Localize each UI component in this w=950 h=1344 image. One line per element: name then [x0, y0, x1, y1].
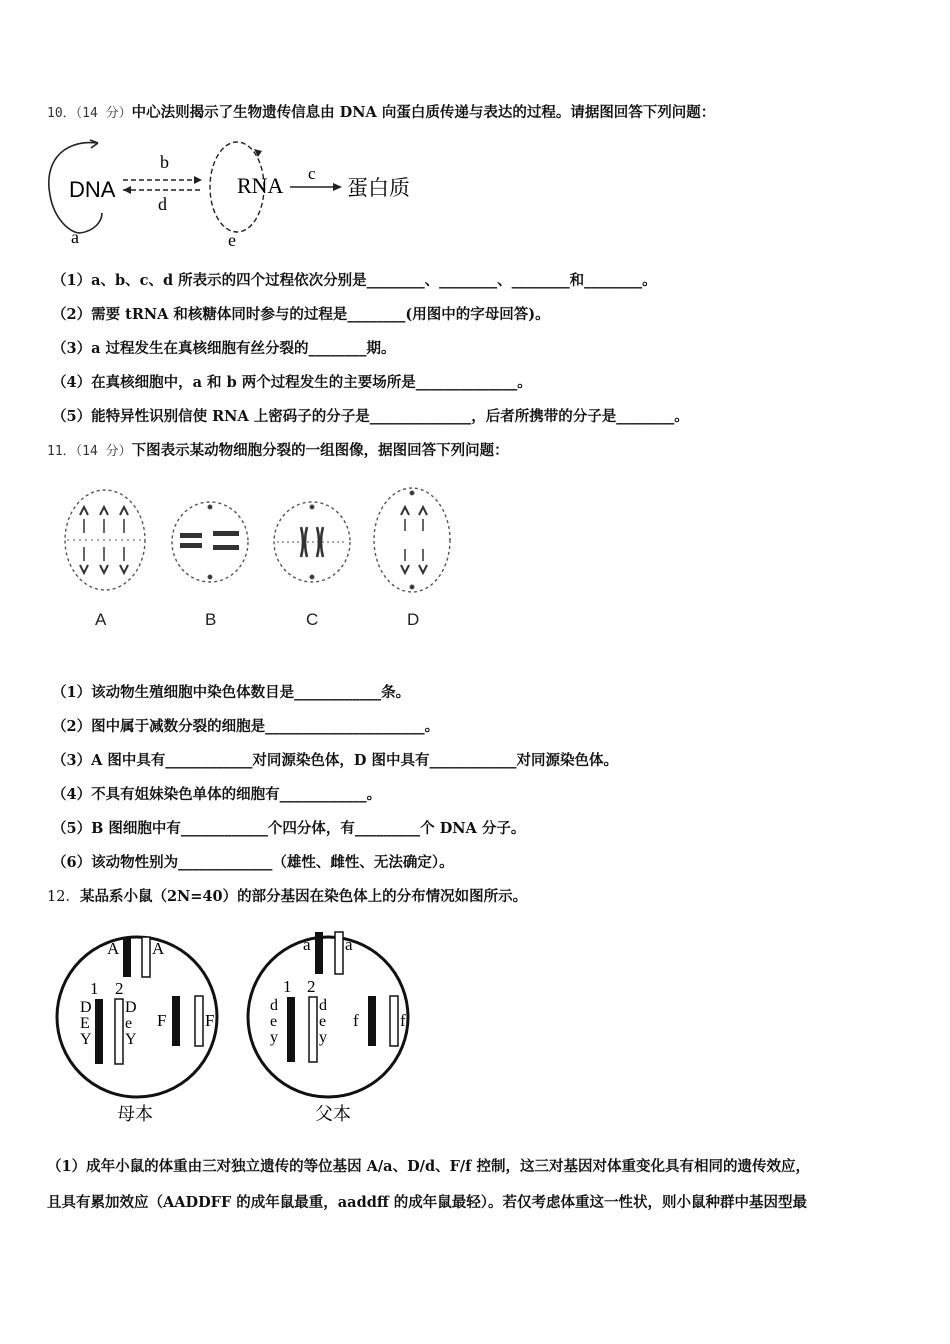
cell-label-b: B [205, 610, 217, 629]
label-d: d [158, 194, 167, 214]
svg-text:F: F [205, 1011, 215, 1030]
label-b: b [160, 152, 169, 172]
svg-text:1: 1 [283, 977, 292, 996]
q12-para-line2: 且具有累加效应（AADDFF 的成年鼠最重，aaddff 的成年鼠最轻）。若仅考虑体重这一性状，则小鼠种群中基因型最 [47, 1194, 808, 1211]
cell-label-d: D [407, 610, 420, 629]
svg-text:2: 2 [115, 979, 124, 998]
dna-label: DNA [69, 177, 116, 202]
svg-text:F: F [157, 1011, 167, 1030]
q11-item-3: （3）A 图中具有____________对同源染色体，D 图中具有____________对同源染色体。 [52, 752, 619, 769]
svg-text:Y: Y [125, 1031, 137, 1048]
q12-para-line1: （1）成年小鼠的体重由三对独立遗传的等位基因 A/a、D/d、F/f 控制，这三对基因对体重变化具有相同的遗传效应， [47, 1158, 810, 1175]
central-dogma-diagram [40, 135, 440, 250]
svg-text:f: f [400, 1011, 406, 1030]
svg-text:y: y [319, 1029, 327, 1046]
q12-para [47, 1149, 907, 1221]
svg-text:E: E [80, 1015, 90, 1032]
q10-item-3: （3）a 过程发生在真核细胞有丝分裂的________期。 [52, 340, 396, 357]
protein-label: 蛋白质 [347, 176, 410, 200]
q11-item-2: （2）图中属于减数分裂的细胞是______________________。 [52, 718, 440, 735]
svg-text:e: e [319, 1013, 327, 1030]
svg-text:父本: 父本 [315, 1104, 351, 1125]
svg-text:a: a [303, 935, 311, 954]
q11-item-4: （4）不具有姐妹染色单体的细胞有____________。 [52, 786, 382, 803]
q11-header [47, 441, 509, 462]
q10-header [47, 103, 715, 124]
svg-text:A: A [107, 939, 120, 958]
cell-label-a: A [95, 610, 107, 629]
mother-cell [57, 937, 217, 1125]
label-c: c [308, 164, 316, 183]
label-e: e [228, 230, 236, 250]
q10-item-2: （2）需要 tRNA 和核糖体同时参与的过程是________(用图中的字母回答)。 [52, 306, 550, 323]
svg-text:1: 1 [90, 979, 99, 998]
cell-label-c: C [306, 610, 319, 629]
q10-stem: 中心法则揭示了生物遗传信息由 DNA 向蛋白质传递与表达的过程。请据图回答下列问题： [131, 104, 716, 121]
rna-label: RNA [237, 173, 284, 198]
q11-item-5: （5）B 图细胞中有____________个四分体，有_________个 DNA 分子。 [52, 820, 526, 837]
q10-item-1: （1）a、b、c、d 所表示的四个过程依次分别是________、________、________和________。 [52, 272, 657, 289]
svg-text:D: D [125, 999, 137, 1016]
q12-header [47, 887, 527, 907]
svg-text:D: D [80, 999, 92, 1016]
q11-number: 11．（14 分） [47, 444, 132, 459]
svg-text:d: d [270, 997, 278, 1014]
svg-text:Y: Y [80, 1031, 92, 1048]
cell-b [172, 502, 248, 582]
q10-number: 10．（14 分） [47, 106, 132, 121]
svg-text:f: f [353, 1011, 359, 1030]
cell-d [374, 488, 450, 592]
cell-c [274, 502, 350, 582]
svg-text:a: a [345, 935, 353, 954]
father-cell [248, 932, 408, 1125]
q12-number: 12． [47, 889, 80, 905]
svg-text:A: A [152, 939, 165, 958]
q11-item-1: （1）该动物生殖细胞中染色体数目是____________条。 [52, 684, 411, 701]
svg-text:e: e [270, 1013, 278, 1030]
svg-text:2: 2 [307, 977, 316, 996]
label-a: a [71, 227, 79, 247]
svg-text:y: y [270, 1029, 278, 1046]
q10-item-4: （4）在真核细胞中，a 和 b 两个过程发生的主要场所是______________。 [52, 374, 532, 391]
cell-a [65, 490, 145, 590]
chromosome-diagram [55, 922, 425, 1127]
q11-stem: 下图表示某动物细胞分裂的一组图像，据图回答下列问题： [131, 442, 509, 459]
svg-text:母本: 母本 [117, 1104, 153, 1125]
cell-division-diagram [55, 485, 475, 635]
svg-text:e: e [125, 1015, 133, 1032]
q12-stem: 某品系小鼠（2N=40）的部分基因在染色体上的分布情况如图所示。 [79, 888, 528, 905]
q11-item-6: （6）该动物性别为_____________（雄性、雌性、无法确定）。 [52, 854, 454, 871]
q10-item-5: （5）能特异性识别信使 RNA 上密码子的分子是______________，后者所携带的分子是________。 [52, 408, 689, 425]
svg-text:d: d [319, 997, 327, 1014]
